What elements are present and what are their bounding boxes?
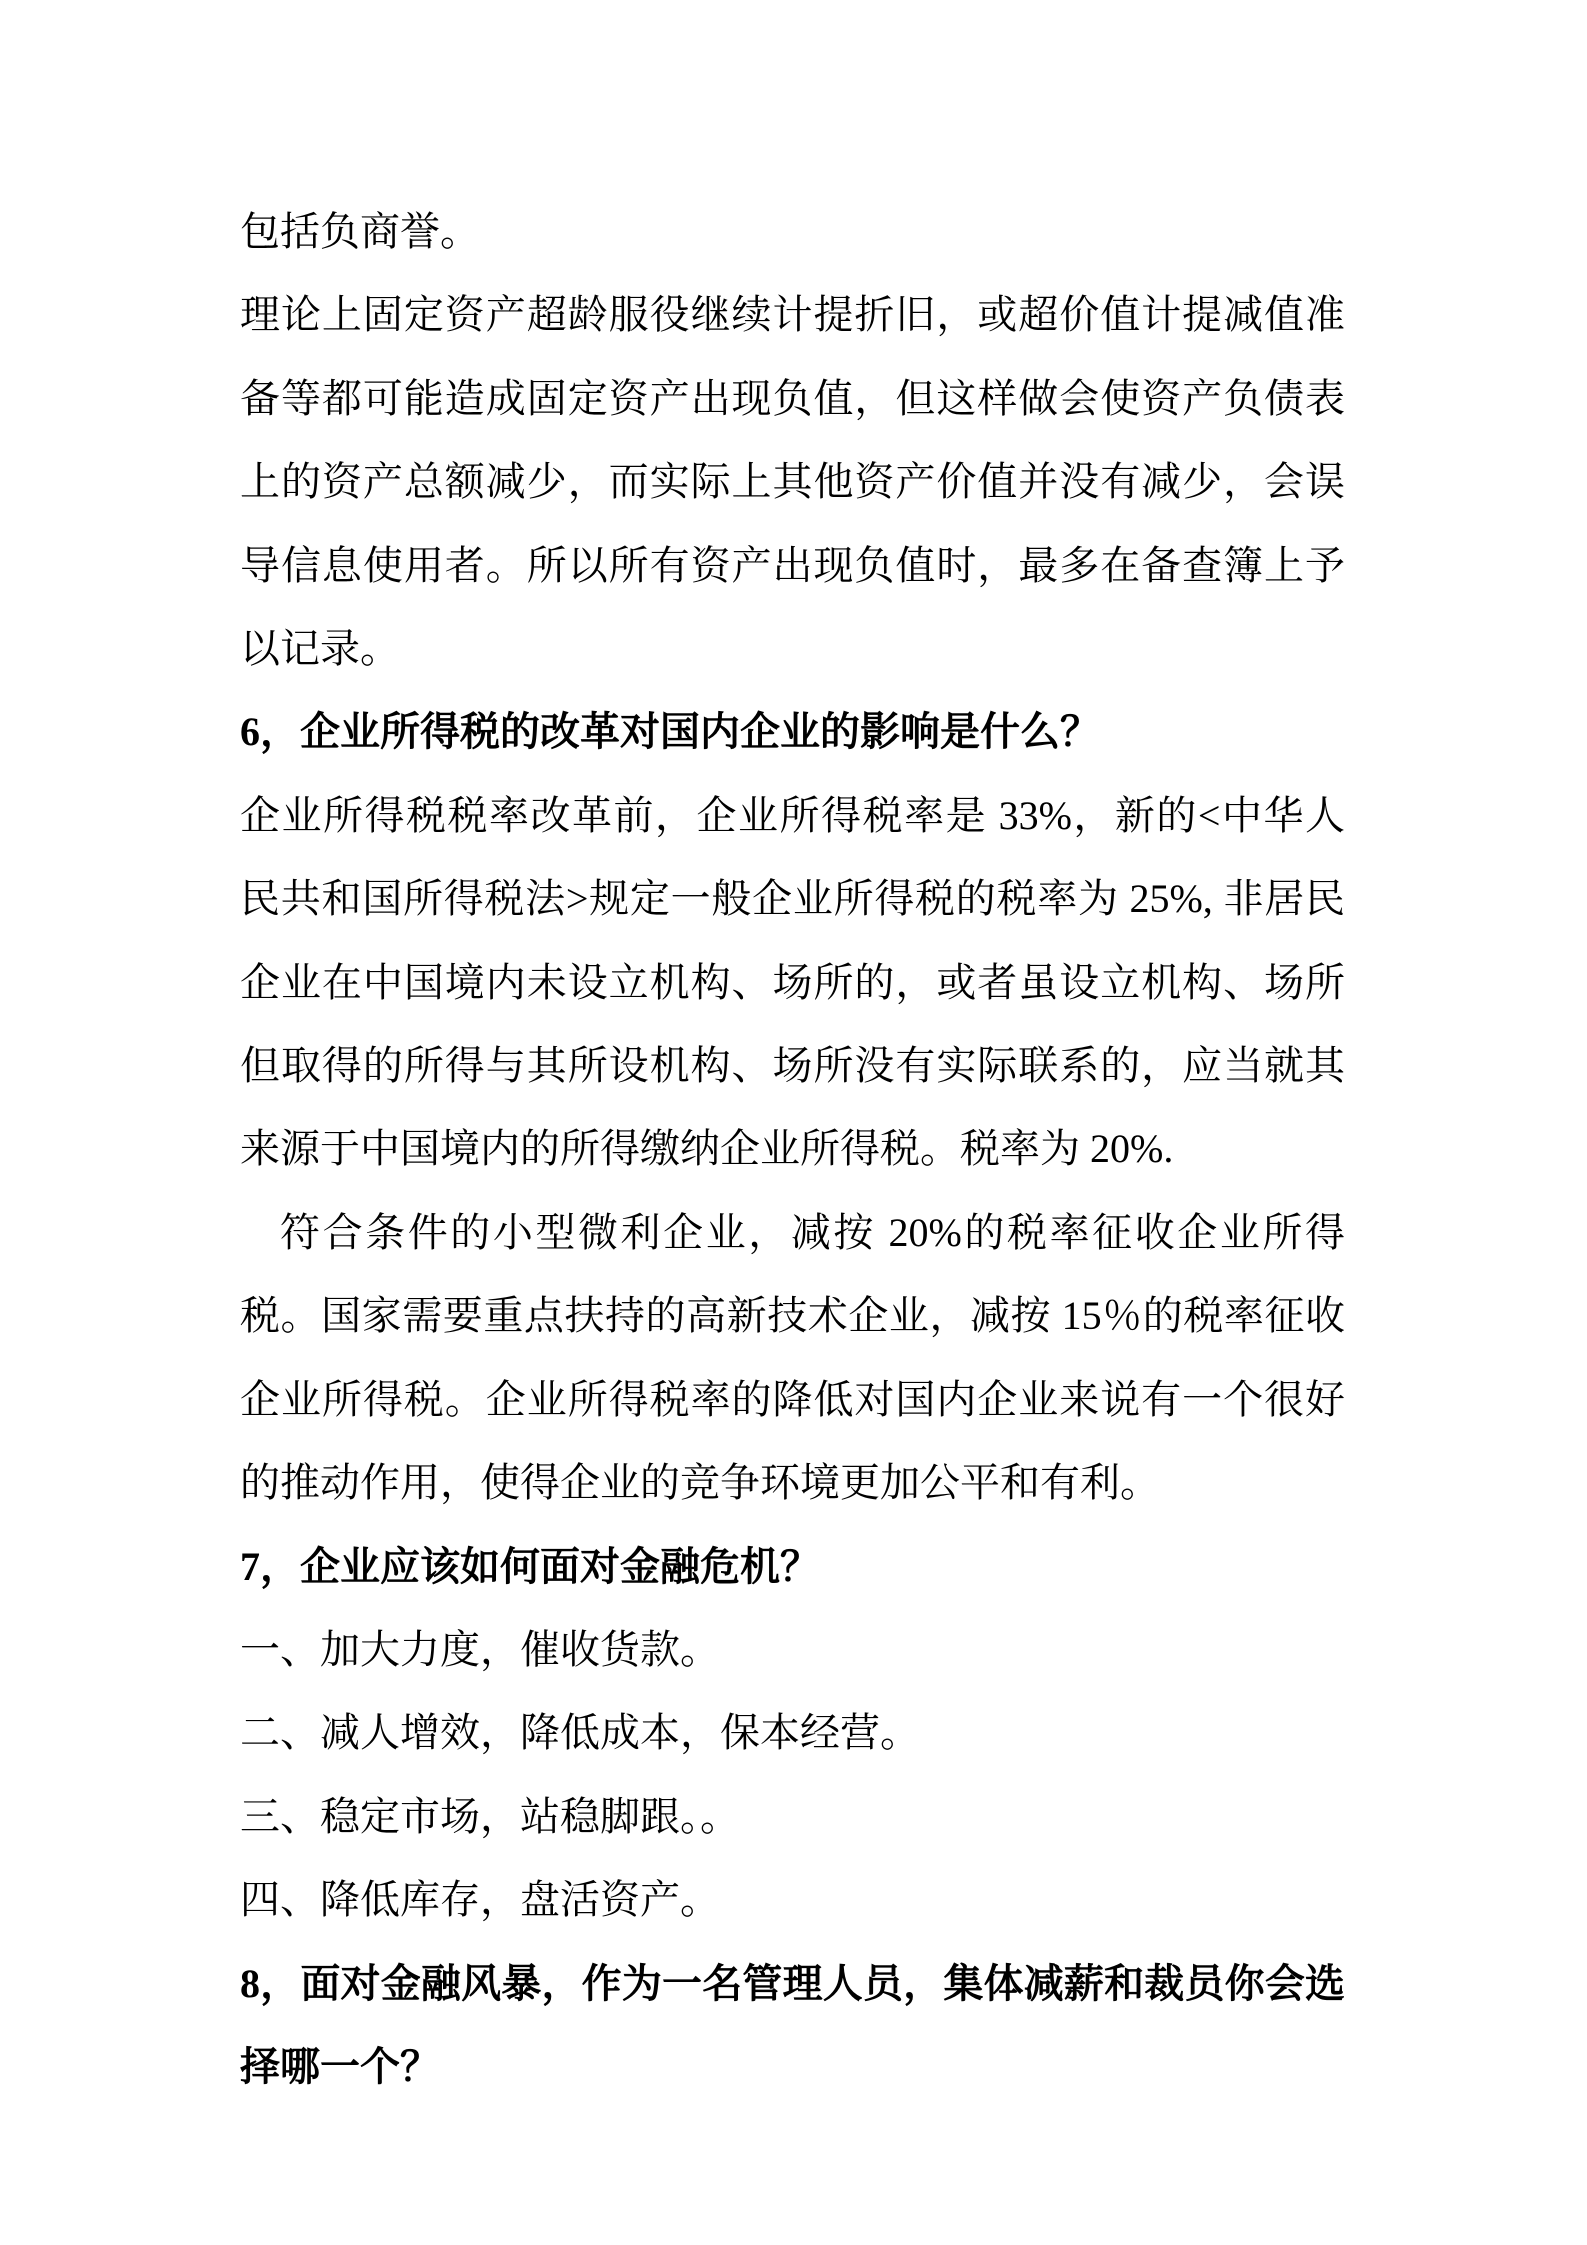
list-item-1-collect-payments: 一、加大力度，催收货款。: [240, 1626, 720, 1672]
paragraph-negative-goodwill: 包括负商誉。: [240, 209, 480, 254]
document-text-block: [240, 190, 1345, 2108]
question-6-heading: 6，企业所得税的改革对国内企业的影响是什么？: [240, 709, 1100, 755]
question-7-heading: 7，企业应该如何面对金融危机？: [240, 1543, 820, 1589]
list-item-2-reduce-costs: 二、减人增效，降低成本，保本经营。: [240, 1710, 920, 1756]
paragraph-income-tax-reform: 企业所得税税率改革前，企业所得税率是 33%，新的<中华人民共和国所得税法>规定一般企业所得税的税率为 25%, 非居民企业在中国境内未设立机构、场所的，或者虽设立机构、场所但取得的所得与其所设机构、场所没有实际联系的，应当就其来源于中国境内的所得缴纳企业所得税。税率为 20%.: [240, 792, 1345, 1172]
paragraph-fixed-asset-negative: 理论上固定资产超龄服役继续计提折旧，或超价值计提减值准备等都可能造成固定资产出现负值，但这样做会使资产负债表上的资产总额减少，而实际上其他资产价值并没有减少，会误导信息使用者。所以所有资产出现负值时，最多在备查簿上予以记录。: [240, 292, 1345, 672]
list-item-3-stabilize-market: 三、稳定市场，站稳脚跟。。: [240, 1793, 740, 1839]
list-item-4-reduce-inventory: 四、降低库存，盘活资产。: [240, 1877, 720, 1923]
question-8-heading: 8，面对金融风暴，作为一名管理人员，集体减薪和裁员你会选择哪一个？: [240, 1960, 1345, 2089]
paragraph-preferential-tax-rates: 符合条件的小型微利企业，减按 20%的税率征收企业所得税。国家需要重点扶持的高新技术企业，减按 15％的税率征收企业所得税。企业所得税率的降低对国内企业来说有一个很好的推动作用，使得企业的竞争环境更加公平和有利。: [240, 1209, 1345, 1506]
